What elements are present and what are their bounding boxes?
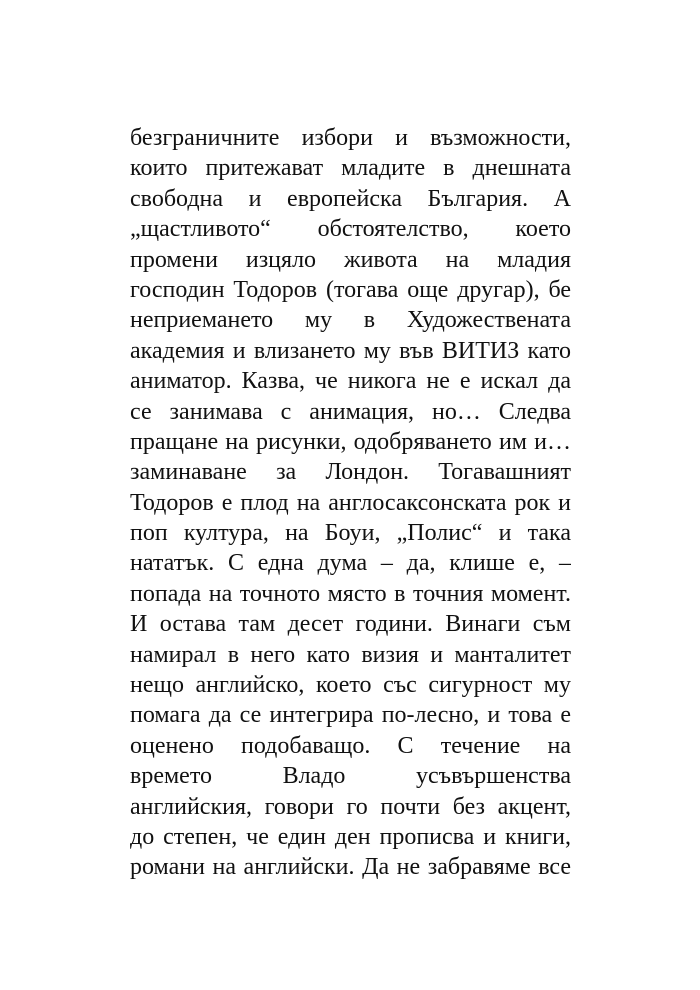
text-line: господин Тодоров (тогава още другар), бе (130, 276, 571, 303)
text-line: оценено подобаващо. С течение на (130, 732, 571, 759)
text-line: Тодоров е плод на англосаксонската рок и (130, 489, 571, 516)
text-line: романи на английски. Да не забравяме все (130, 854, 571, 881)
text-line: помага да се интегрира по-лесно, и това е (130, 702, 571, 729)
text-line: пращане на рисунки, одобряването им и… (130, 428, 571, 455)
text-line: нещо английско, което със сигурност му (130, 672, 571, 699)
text-line: заминаване за Лондон. Тогавашният (130, 459, 571, 486)
text-line: се занимава с анимация, но… Следва (130, 398, 571, 425)
text-line: свободна и европейска България. А (130, 185, 571, 212)
text-line: промени изцяло живота на младия (130, 246, 571, 273)
text-line: „щастливото“ обстоятелство, което (130, 216, 571, 243)
text-line: английския, говори го почти без акцент, (130, 793, 571, 820)
text-line: И остава там десет години. Винаги съм (130, 611, 571, 638)
text-line: нататък. С една дума – да, клише е, – (130, 550, 571, 577)
text-line: безграничните избори и възможности, (130, 125, 571, 151)
text-line: времето Владо усъвършенства (130, 763, 571, 790)
text-line: неприемането му в Художествената (130, 307, 571, 334)
text-line: попада на точното място в точния момент. (130, 580, 571, 607)
body-text (130, 123, 571, 883)
text-line: намирал в него като визия и манталитет (130, 641, 571, 668)
text-line: академия и влизането му във ВИТИЗ като (130, 337, 571, 364)
text-line: които притежават младите в днешната (130, 155, 571, 182)
text-line: аниматор. Казва, че никога не е искал да (130, 368, 571, 395)
text-line: поп култура, на Боуи, „Полис“ и така (130, 520, 571, 547)
text-line: до степен, че един ден прописва и книги, (130, 823, 571, 850)
